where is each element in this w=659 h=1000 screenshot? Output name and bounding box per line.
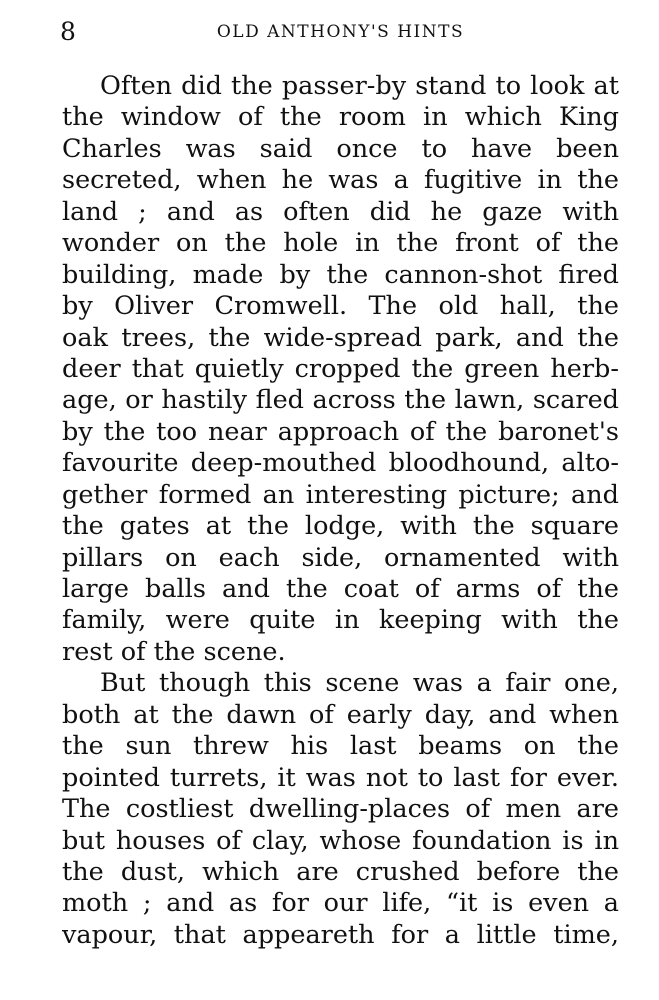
text-line: vapour, that appeareth for a little time,: [62, 919, 619, 950]
text-line: family, were quite in keeping with the: [62, 605, 619, 636]
text-line: age, or hastily fled across the lawn, scared: [62, 385, 619, 416]
text-line: both at the dawn of early day, and when: [62, 699, 619, 730]
text-line: rest of the scene.: [62, 636, 286, 667]
text-line: deer that quietly cropped the green herb-: [62, 353, 619, 384]
text-line: the window of the room in which King: [62, 102, 619, 133]
text-line: building, made by the cannon-shot fired: [62, 259, 619, 290]
paragraph: [62, 71, 619, 668]
page-body: [62, 71, 619, 951]
text-line: by the too near approach of the baronet's: [62, 416, 619, 447]
text-line: Charles was said once to have been: [62, 133, 619, 164]
text-line: pillars on each side, ornamented with: [62, 542, 619, 573]
text-line: the sun threw his last beams on the: [62, 731, 619, 762]
text-line: gether formed an interesting picture; and: [62, 479, 619, 510]
text-line: large balls and the coat of arms of the: [62, 574, 619, 604]
text-line: wonder on the hole in the front of the: [62, 228, 619, 259]
text-line: Often did the passer-by stand to look at: [100, 71, 619, 101]
page-number: 8: [60, 17, 76, 46]
text-line: The costliest dwelling-places of men are: [62, 794, 619, 825]
text-line: pointed turrets, it was not to last for ever.: [62, 762, 619, 793]
text-line: oak trees, the wide-spread park, and the: [62, 322, 619, 353]
paragraph: [62, 668, 619, 951]
text-line: but houses of clay, whose foundation is in: [62, 825, 619, 856]
text-line: the dust, which are crushed before the: [62, 856, 619, 887]
text-line: by Oliver Cromwell. The old hall, the: [62, 291, 619, 322]
page-header: [60, 18, 621, 46]
text-line: the gates at the lodge, with the square: [62, 511, 619, 542]
text-line: secreted, when he was a fugitive in the: [62, 165, 619, 196]
text-line: moth ; and as for our life, “it is even a: [62, 888, 619, 919]
text-line: But though this scene was a fair one,: [100, 668, 619, 699]
text-line: land ; and as often did he gaze with: [62, 196, 619, 227]
text-line: favourite deep-mouthed bloodhound, alto-: [62, 448, 619, 479]
running-head: OLD ANTHONY'S HINTS: [216, 22, 465, 42]
